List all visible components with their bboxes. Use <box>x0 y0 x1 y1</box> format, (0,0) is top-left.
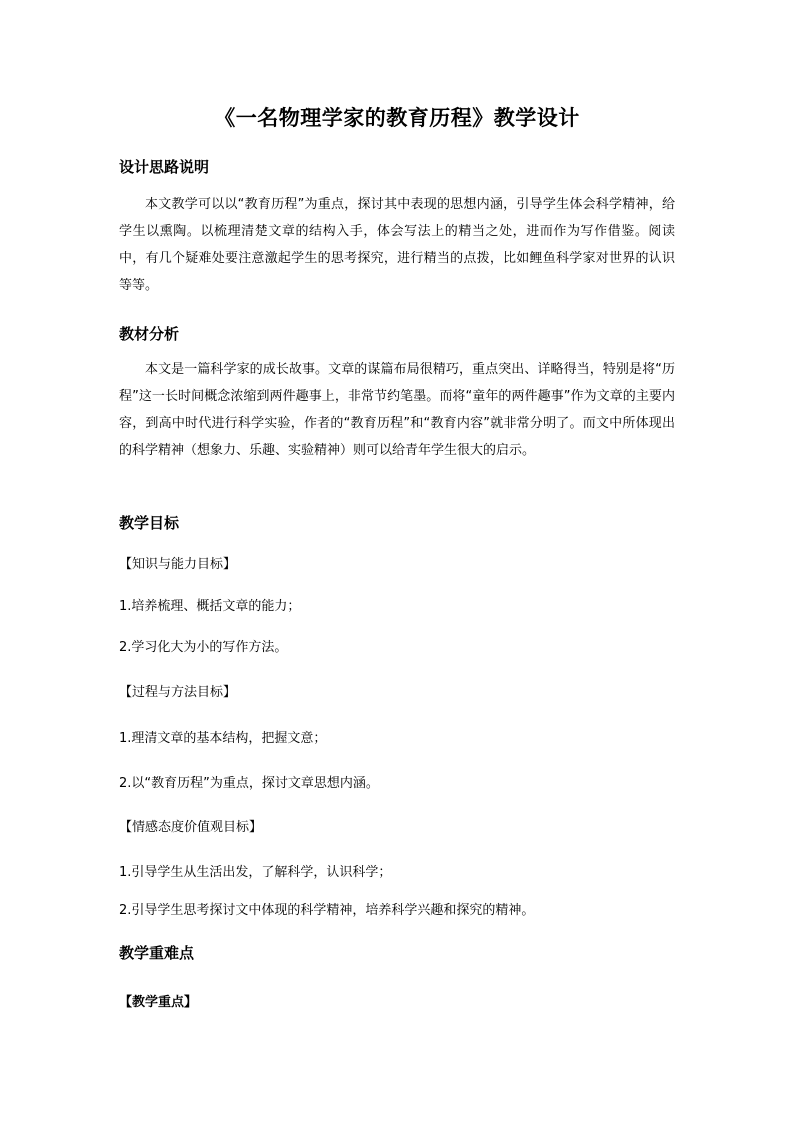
objective-label-process: 【过程与方法目标】 <box>119 685 237 700</box>
section-heading-teaching-objectives: 教学目标 <box>119 514 180 532</box>
document-title: 《一名物理学家的教育历程》教学设计 <box>214 105 580 130</box>
section-heading-key-points: 教学重难点 <box>119 944 195 962</box>
design-notes-paragraph: 本文教学可以以“教育历程”为重点，探讨其中表现的思想内涵，引导学生体会科学精神，给学生以熏陶。以梳理清楚文章的结构入手，体会写法上的精当之处，进而作为写作借鉴。阅读中，有几个疑难处要注意激起学生的思考探究，进行精当的点拨，比如鲤鱼科学家对世界的认识等等。 <box>119 197 675 293</box>
objective-item: 1.培养梳理、概括文章的能力； <box>119 599 301 614</box>
objective-label-knowledge: 【知识与能力目标】 <box>119 557 237 572</box>
section-heading-material-analysis: 教材分析 <box>119 325 180 343</box>
objective-item: 1.理清文章的基本结构，把握文意； <box>119 731 327 746</box>
objective-item: 2.以“教育历程”为重点，探讨文章思想内涵。 <box>119 776 379 791</box>
objective-item: 1.引导学生从生活出发，了解科学，认识科学； <box>119 865 392 880</box>
objective-label-emotion: 【情感态度价值观目标】 <box>119 820 263 835</box>
section-heading-design-notes: 设计思路说明 <box>119 158 210 176</box>
material-analysis-paragraph: 本文是一篇科学家的成长故事。文章的谋篇布局很精巧，重点突出、详略得当，特别是将“历程”这一长时间概念浓缩到两件趣事上，非常节约笔墨。而将“童年的两件趣事”作为文章的主要内容，到高中时代进行科学实验，作者的“教育历程”和“教育内容”就非常分明了。而文中所体现出的科学精神（想象力、乐趣、实验精神）则可以给青年学生很大的启示。 <box>119 362 675 458</box>
key-points-label: 【教学重点】 <box>119 995 198 1010</box>
objective-item: 2.引导学生思考探讨文中体现的科学精神，培养科学兴趣和探究的精神。 <box>119 903 535 918</box>
objective-item: 2.学习化大为小的写作方法。 <box>119 640 288 655</box>
